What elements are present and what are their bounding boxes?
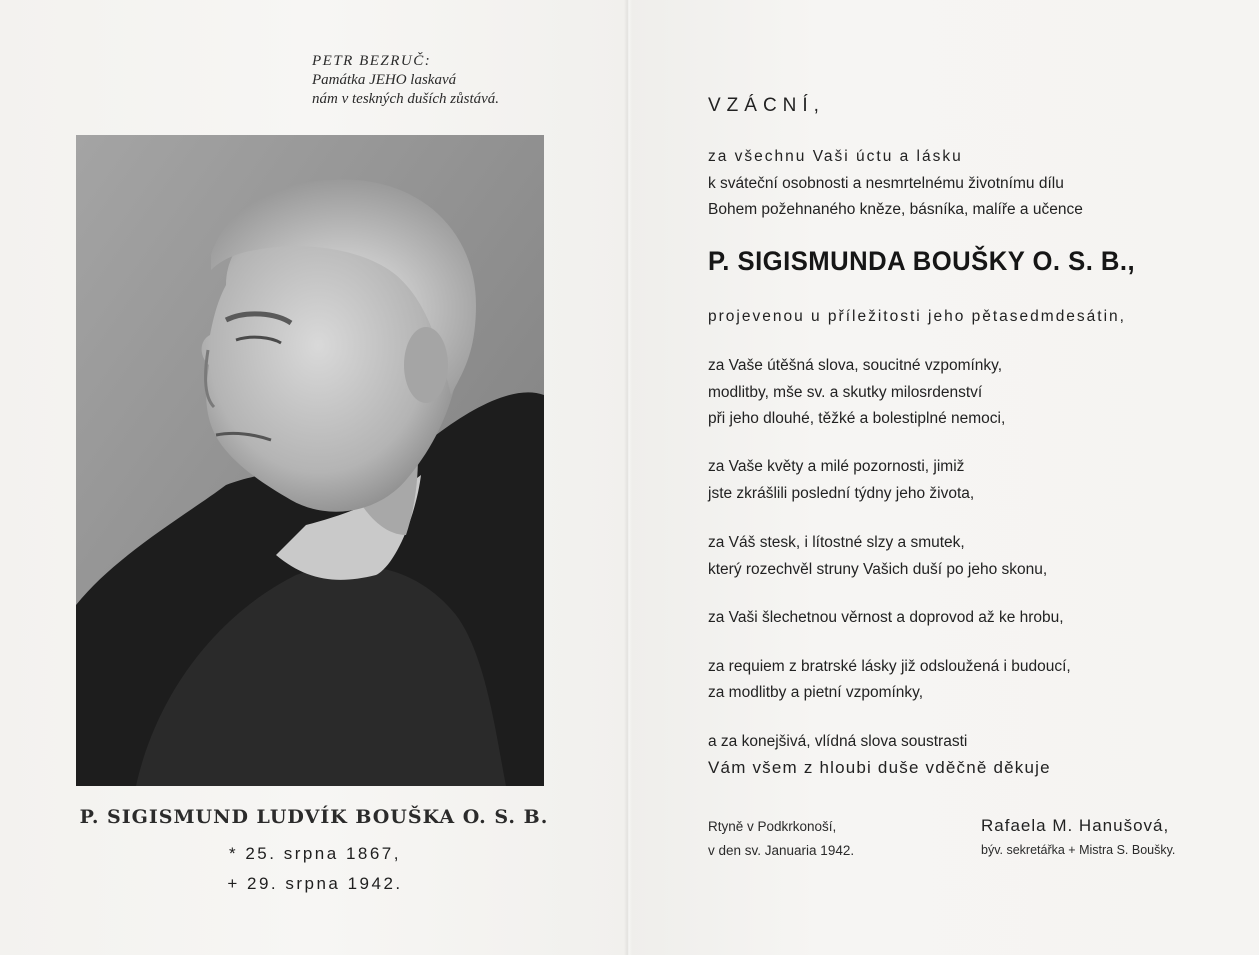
salutation: VZÁCNÍ,: [708, 95, 825, 116]
text-line: k sváteční osobnosti a nesmrtelnému životnímu dílu: [708, 175, 1064, 192]
text-line: za Vaši šlechetnou věrnost a doprovod až ke hrobu,: [708, 609, 1064, 626]
text-line: při jeho dlouhé, těžké a bolestiplné nemoci,: [708, 410, 1006, 427]
text-line: za modlitby a pietní vzpomínky,: [708, 684, 924, 701]
death-date: + 29. srpna 1942.: [227, 874, 403, 893]
text-line: za všechnu Vaši úctu a lásku: [708, 148, 963, 165]
text-line: za Vaše květy a milé pozornosti, jimiž: [708, 458, 965, 475]
text-line: projevenou u příležitosti jeho pětasedmdesátin,: [708, 308, 1126, 325]
honoree-name: P. SIGISMUNDA BOUŠKY O. S. B.,: [708, 246, 1136, 276]
place: Rtyně v Podkrkonoší,: [708, 819, 837, 834]
birth-date: * 25. srpna 1867,: [229, 844, 401, 863]
text-line: za Váš stesk, i lítostné slzy a smutek,: [708, 534, 965, 551]
text-line: modlitby, mše sv. a skutky milosrdenství: [708, 384, 983, 401]
signer-name: Rafaela M. Hanušová,: [981, 816, 1170, 835]
epigraph-line-2: nám v teskných duších zůstává.: [312, 91, 500, 107]
epigraph-author: PETR BEZRUČ:: [312, 53, 432, 69]
text-line: jste zkrášlili poslední týdny jeho života,: [708, 485, 975, 502]
page-fold: [624, 0, 632, 955]
text-line: za requiem z bratrské lásky již odsloužená i budoucí,: [708, 658, 1071, 675]
portrait-photo: [76, 135, 544, 786]
text-line: za Vaše útěšná slova, soucitné vzpomínky,: [708, 357, 1003, 374]
date: v den sv. Januaria 1942.: [708, 843, 855, 858]
epigraph-line-1: Památka JEHO laskavá: [312, 72, 457, 88]
closing-line: Vám všem z hloubi duše vděčně děkuje: [708, 758, 1051, 777]
portrait-illustration: [76, 135, 544, 786]
signer-role: býv. sekretářka + Mistra S. Boušky.: [981, 843, 1176, 857]
text-line: Bohem požehnaného kněze, básníka, malíře a učence: [708, 201, 1083, 218]
text-line: který rozechvěl struny Vašich duší po jeho skonu,: [708, 561, 1048, 578]
right-page: [628, 0, 1259, 955]
subject-name: P. SIGISMUND LUDVÍK BOUŠKA O. S. B.: [79, 806, 549, 828]
text-line: a za konejšivá, vlídná slova soustrasti: [708, 733, 968, 750]
epigraph: [312, 52, 499, 109]
